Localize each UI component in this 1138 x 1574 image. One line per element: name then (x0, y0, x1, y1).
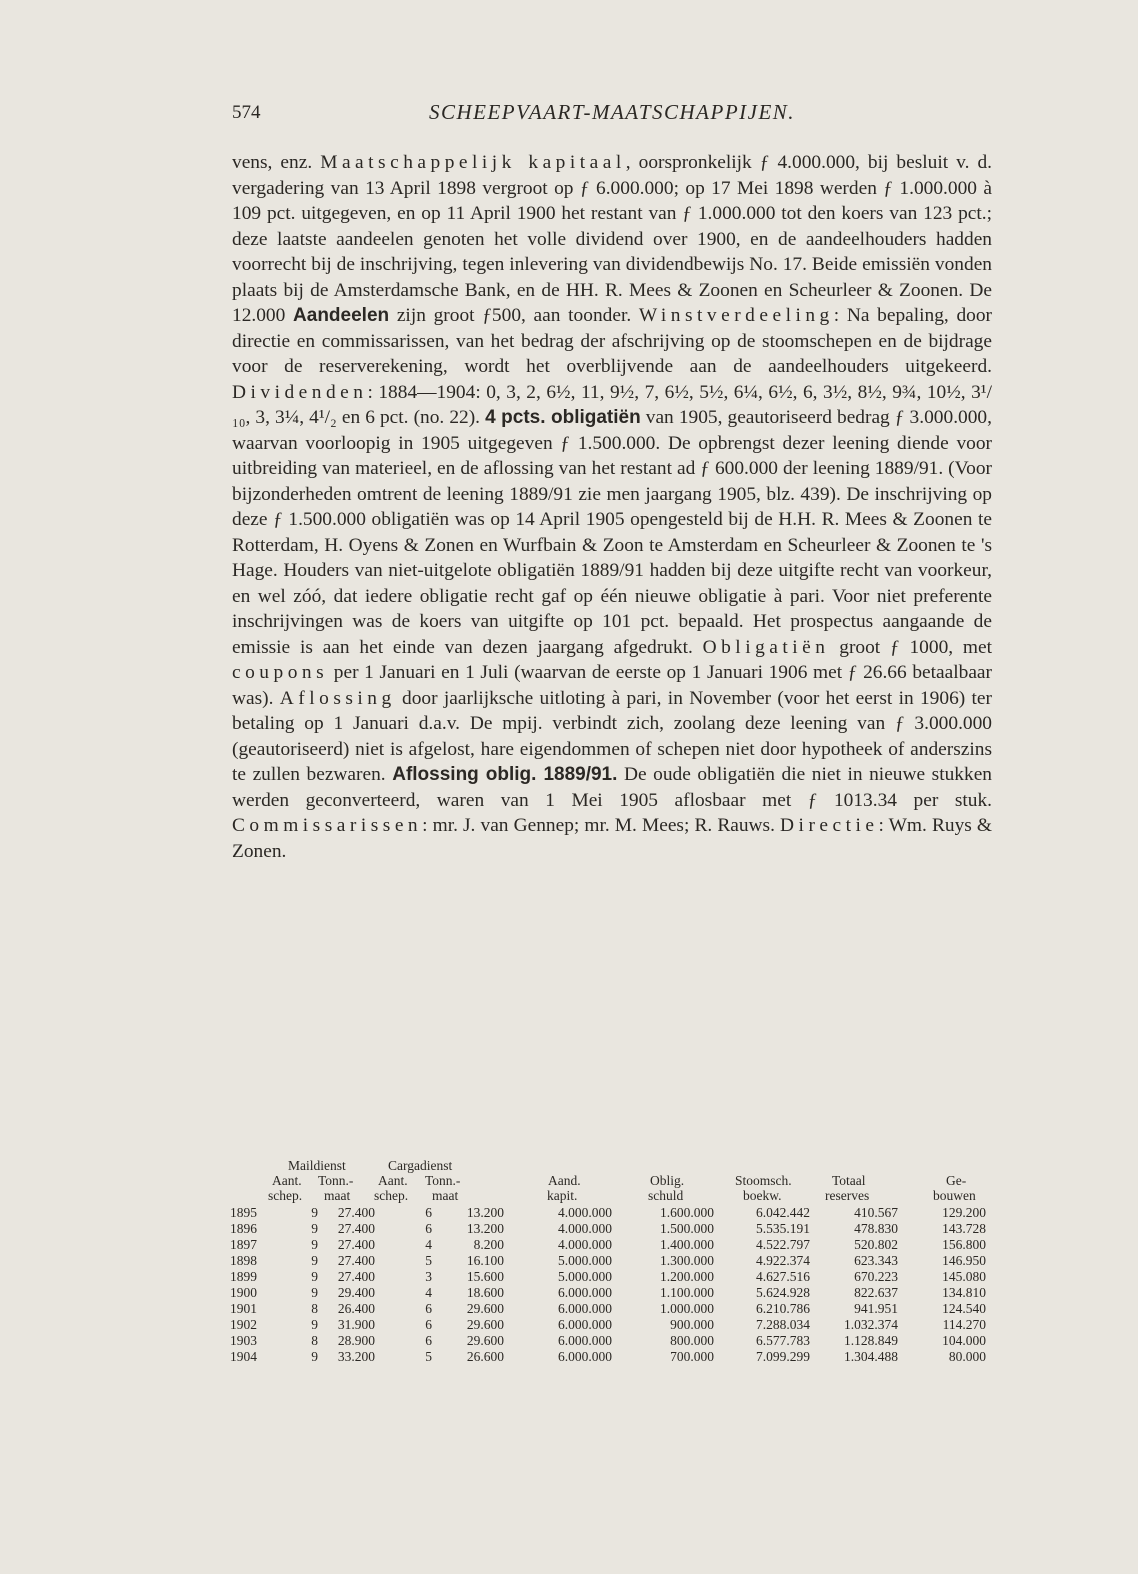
spaced-heading: Maatschappelijk kapitaal (320, 152, 626, 173)
table-header: boekw. (743, 1188, 782, 1203)
table-row: 1897 9 27.400 4 8.200 4.000.000 1.400.000 4.522.797 520.802 156.800 (230, 1237, 986, 1252)
spaced-heading: Obligatiën (702, 636, 830, 658)
table-header: Stoomsch. (735, 1173, 792, 1188)
table-row: 1901 8 26.400 6 29.600 6.000.000 1.000.000 6.210.786 941.951 124.540 (230, 1301, 986, 1316)
table-header: bouwen (933, 1188, 976, 1203)
table-row: 1898 9 27.400 5 16.100 5.000.000 1.300.000 4.922.374 623.343 146.950 (230, 1253, 986, 1268)
page-header (232, 100, 992, 130)
table-header: maat (324, 1188, 351, 1203)
spaced-heading: Dividenden (232, 381, 368, 403)
table-group-header: Cargadienst (388, 1158, 453, 1173)
table-header: Aand. (548, 1173, 581, 1188)
table-row: 1903 8 28.900 6 29.600 6.000.000 800.000 6.577.783 1.128.849 104.000 (230, 1333, 986, 1348)
spaced-heading: Directie (780, 815, 879, 836)
bold-heading: 4 pcts. obligatiën (485, 407, 641, 428)
spaced-heading: Winstverdeeling (638, 305, 834, 326)
table-header: Tonn.- (425, 1173, 461, 1188)
table-row: 1902 9 31.900 6 29.600 6.000.000 900.000 7.288.034 1.032.374 114.270 (230, 1317, 986, 1332)
table-row: 1904 9 33.200 5 26.600 6.000.000 700.000 7.099.299 1.304.488 80.000 (230, 1349, 986, 1364)
table-header: schuld (648, 1188, 684, 1203)
table-row: 1899 9 27.400 3 15.600 5.000.000 1.200.000 4.627.516 670.223 145.080 (230, 1269, 986, 1284)
bold-heading: Aflossing oblig. 1889/91. (392, 764, 618, 785)
table-header: kapit. (547, 1188, 578, 1203)
table-header: Aant. (378, 1173, 408, 1188)
table-row: 1896 9 27.400 6 13.200 4.000.000 1.500.000 5.535.191 478.830 143.728 (230, 1221, 986, 1236)
table-header: reserves (825, 1188, 870, 1203)
table-header: Totaal (832, 1173, 866, 1188)
table-header: Tonn.- (318, 1173, 354, 1188)
table-header: schep. (374, 1188, 409, 1203)
statistics-table (220, 1158, 990, 1418)
table-header: Oblig. (650, 1173, 685, 1188)
spaced-heading: Commissarissen (232, 815, 423, 836)
table-header: Aant. (272, 1173, 302, 1188)
bold-heading: Aandeelen (293, 305, 390, 326)
company-paragraph: vens, enz. Maatschappelijk kapitaal, oorspronkelijk ƒ 4.000.000, bij besluit v. d. vergadering van 13 April 1898 vergroot op ƒ 6.000.000; op 17 Mei 1898 werden ƒ 1.000.000 à 109 pct. uitgegeven, en op 11 April 1900 het restant van ƒ 1.000.000 tot den koers van 123 pct.; deze laatste aandeelen genoten het volle dividend over 1900, en de aandeelhouders hadden voorrecht bij de inschrijving, tegen inlevering van dividendbewijs No. 17. Beide emissiën vonden plaats bij de Amsterdamsche Bank, en de HH. R. Mees & Zoonen en Scheurleer & Zoonen. De 12.000 Aandeelen zijn groot ƒ500, aan toonder. Winstverdeeling: Na bepaling, door directie en commissarissen, van het bedrag der afschrijving op de stoomschepen en de bijdrage voor de reserverekening, wordt het overblijvende aan de aandeelhouders uitgekeerd. Dividenden: 1884—1904: 0, 3, 2, 6½, 11, 9½, 7, 6½, 5½, 6¼, 6½, 6, 3½, 8½, 9¾, 10½, 3¹/₁₀, 3, 3¼, 4¹/₂ en 6 pct. (no. 22). 4 pcts. obligatiën van 1905, geautoriseerd bedrag ƒ 3.000.000, waarvan voorloopig in 1905 uitgegeven ƒ 1.500.000. De opbrengst dezer leening diende voor uitbreiding van materieel, en de aflossing van het restant ad ƒ 600.000 der leening 1889/91. (Voor bijzonderheden omtrent de leening 1889/91 zie men jaargang 1905, blz. 439). De inschrijving op deze ƒ 1.500.000 obligatiën was op 14 April 1905 opengesteld bij de H.H. R. Mees & Zoonen te Rotterdam, H. Oyens & Zonen en Wurfbain & Zoon te Amsterdam en Scheurleer & Zoonen te 's Hage. Houders van niet-uitgelote obligatiën 1889/91 hadden bij deze uitgifte recht van voorkeur, en wel zóó, dat iedere obligatie recht gaf op één nieuwe obligatie à pari. Voor niet preferente inschrijvingen was de koers van uitgifte op 101 pct. bepaald. Het prospectus aangaande de emissie is aan het einde van dezen jaargang afgedrukt. Obligatiën groot ƒ 1000, met coupons per 1 Januari en 1 Juli (waarvan de eerste op 1 Januari 1906 met ƒ 26.66 betaalbaar was). Aflossing door jaarlijksche uitloting à pari, in November (voor het eerst in 1906) ter betaling op 1 Januari d.a.v. De mpij. verbindt zich, zoolang deze leening van ƒ 3.000.000 (geautoriseerd) niet is afgelost, hare eigendommen of schepen niet door hypotheek of anderszins te zullen bezwaren. Aflossing oblig. 1889/91. De oude obligatiën die niet in nieuwe stukken werden geconverteerd, waren van 1 Mei 1905 aflosbaar met ƒ 1013.34 per stuk. Commissarissen: mr. J. van Gennep; mr. M. Mees; R. Rauws. Directie: Wm. Ruys & Zonen. (232, 152, 993, 862)
table-row: 1900 9 29.400 4 18.600 6.000.000 1.100.000 5.624.928 822.637 134.810 (230, 1285, 986, 1300)
table-row: 1895 9 27.400 6 13.200 4.000.000 1.600.000 6.042.442 410.567 129.200 (230, 1205, 986, 1220)
table-group-header: Maildienst (288, 1158, 346, 1173)
spaced-heading: coupons (232, 662, 329, 683)
spaced-heading: Aflossing (279, 687, 396, 709)
table-header: Ge- (946, 1173, 967, 1188)
body-text (232, 150, 992, 864)
page-number: 574 (232, 102, 261, 123)
table-header: maat (432, 1188, 459, 1203)
running-title: SCHEEPVAART-MAATSCHAPPIJEN. (428, 100, 796, 124)
table-header: schep. (268, 1188, 303, 1203)
